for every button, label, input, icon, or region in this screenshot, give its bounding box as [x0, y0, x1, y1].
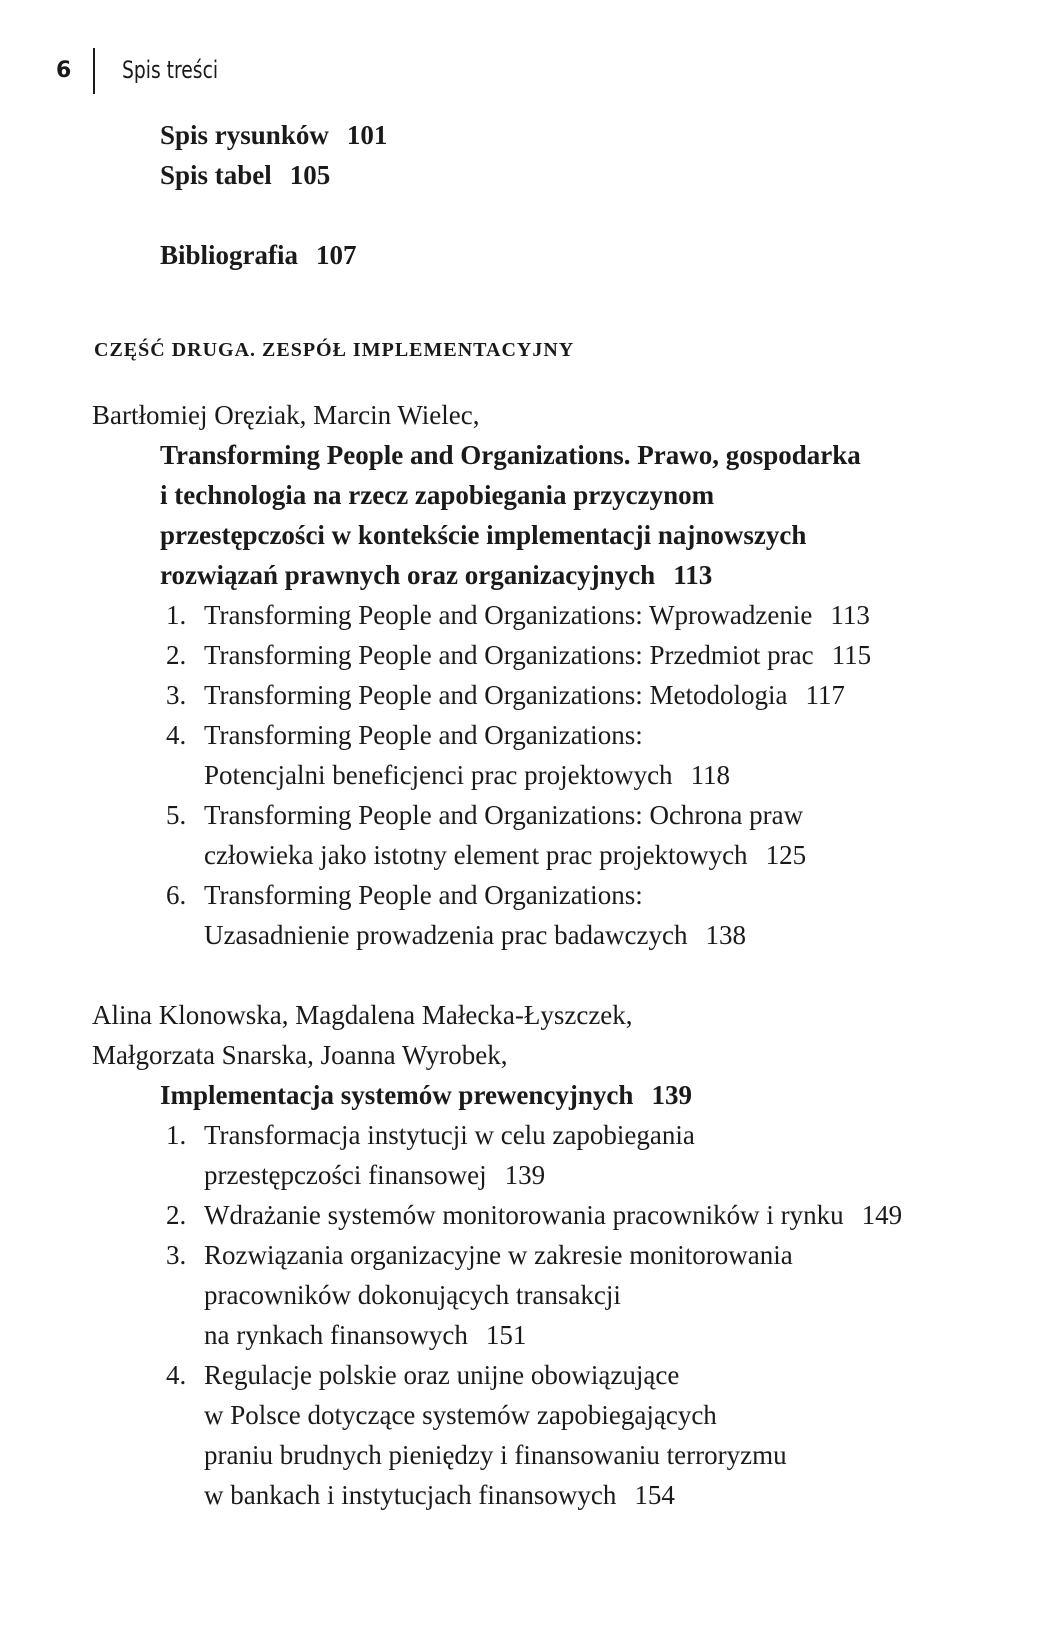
- toc-section[interactable]: [166, 1360, 679, 1390]
- section-title: Transforming People and Organizations: Przedmiot prac: [204, 640, 814, 670]
- toc-page-number: 138: [705, 920, 746, 950]
- toc-entry-label: Spis tabel: [160, 160, 272, 190]
- toc-section-continued[interactable]: [204, 1480, 675, 1510]
- section-number: 6.: [166, 880, 187, 910]
- toc-entry[interactable]: [160, 160, 330, 190]
- section-title: Rozwiązania organizacyjne w zakresie monitorowania: [204, 1240, 793, 1270]
- section-title: praniu brudnych pieniędzy i finansowaniu terroryzmu: [204, 1440, 787, 1470]
- toc-section[interactable]: [166, 1200, 902, 1230]
- toc-section[interactable]: [166, 800, 803, 830]
- toc-page-number: 105: [289, 160, 331, 190]
- toc-section-continued[interactable]: [204, 1440, 787, 1470]
- toc-page-number: 101: [346, 120, 388, 150]
- toc-page-number: 113: [673, 560, 713, 590]
- toc-section[interactable]: [166, 720, 643, 750]
- chapter-title[interactable]: przestępczości w kontekście implementacji najnowszych: [160, 520, 807, 550]
- section-title: Potencjalni beneficjenci prac projektowych: [204, 760, 673, 790]
- toc-section[interactable]: [166, 1120, 695, 1150]
- section-title: Transforming People and Organizations: Metodologia: [204, 680, 788, 710]
- toc-entry[interactable]: [160, 120, 387, 150]
- chapter-title-text: Implementacja systemów prewencyjnych: [160, 1080, 634, 1110]
- chapter-title[interactable]: i technologia na rzecz zapobiegania przyczynom: [160, 480, 715, 510]
- toc-section-continued[interactable]: [204, 1320, 526, 1350]
- chapter-authors: Alina Klonowska, Magdalena Małecka-Łyszczek,: [92, 1000, 633, 1030]
- running-title: Spis treści: [122, 56, 219, 84]
- section-title: Uzasadnienie prowadzenia prac badawczych: [204, 920, 688, 950]
- header-divider: [93, 48, 95, 94]
- toc-entry[interactable]: [160, 240, 357, 270]
- section-number: 4.: [166, 720, 187, 750]
- toc-page-number: 151: [485, 1320, 527, 1350]
- section-number: 4.: [166, 1360, 187, 1390]
- toc-page-number: 107: [316, 240, 357, 270]
- toc-page-number: 154: [634, 1480, 675, 1510]
- section-title: Transforming People and Organizations:: [204, 720, 643, 750]
- chapter-authors: Małgorzata Snarska, Joanna Wyrobek,: [92, 1040, 508, 1070]
- toc-entry-label: Spis rysunków: [160, 120, 329, 150]
- chapter-title[interactable]: [160, 560, 712, 590]
- toc-page-number: 118: [690, 760, 731, 790]
- toc-section-continued[interactable]: [204, 1160, 545, 1190]
- toc-section-continued[interactable]: [204, 840, 806, 870]
- section-number: 3.: [166, 1240, 187, 1270]
- toc-entry-label: Bibliografia: [160, 240, 299, 270]
- section-title: na rynkach finansowych: [204, 1320, 468, 1350]
- part-heading: CZĘŚĆ DRUGA. ZESPÓŁ IMPLEMENTACYJNY: [94, 339, 575, 361]
- section-number: 3.: [166, 680, 187, 710]
- section-title: pracowników dokonujących transakcji: [204, 1280, 621, 1310]
- section-number: 2.: [166, 1200, 187, 1230]
- section-title: człowieka jako istotny element prac projektowych: [204, 840, 748, 870]
- toc-section[interactable]: [166, 1240, 793, 1270]
- toc-section[interactable]: [166, 640, 871, 670]
- toc-page-number: 139: [651, 1080, 692, 1110]
- section-title: Transforming People and Organizations:: [204, 880, 643, 910]
- toc-section-continued[interactable]: [204, 920, 746, 950]
- section-title: w Polsce dotyczące systemów zapobiegających: [204, 1400, 717, 1430]
- section-title: w bankach i instytucjach finansowych: [204, 1480, 617, 1510]
- section-title: Transforming People and Organizations: Wprowadzenie: [204, 600, 813, 630]
- section-number: 1.: [166, 600, 187, 630]
- toc-page-number: 117: [805, 680, 845, 710]
- page-number: 6: [56, 58, 72, 83]
- toc-page-number: 125: [765, 840, 807, 870]
- section-title: Transformacja instytucji w celu zapobiegania: [204, 1120, 695, 1150]
- toc-section-continued[interactable]: [204, 1280, 621, 1310]
- section-title: Wdrażanie systemów monitorowania pracowników i rynku: [204, 1200, 844, 1230]
- chapter-authors: Bartłomiej Oręziak, Marcin Wielec,: [92, 400, 480, 430]
- section-number: 1.: [166, 1120, 187, 1150]
- toc-section[interactable]: [166, 680, 845, 710]
- section-title: przestępczości finansowej: [204, 1160, 487, 1190]
- toc-section-continued[interactable]: [204, 760, 730, 790]
- section-number: 5.: [166, 800, 187, 830]
- toc-section[interactable]: [166, 600, 870, 630]
- toc-section-continued[interactable]: [204, 1400, 717, 1430]
- section-number: 2.: [166, 640, 187, 670]
- section-title: Regulacje polskie oraz unijne obowiązujące: [204, 1360, 680, 1390]
- toc-section[interactable]: [166, 880, 643, 910]
- toc-page-number: 139: [504, 1160, 546, 1190]
- chapter-title[interactable]: [160, 1080, 692, 1110]
- chapter-title-text: rozwiązań prawnych oraz organizacyjnych: [160, 560, 656, 590]
- section-title: Transforming People and Organizations: Ochrona praw: [204, 800, 804, 830]
- toc-page-number: 113: [830, 600, 870, 630]
- toc-page-number: 115: [831, 640, 872, 670]
- chapter-title[interactable]: Transforming People and Organizations. Prawo, gospodarka: [160, 440, 861, 470]
- toc-page-number: 149: [861, 1200, 903, 1230]
